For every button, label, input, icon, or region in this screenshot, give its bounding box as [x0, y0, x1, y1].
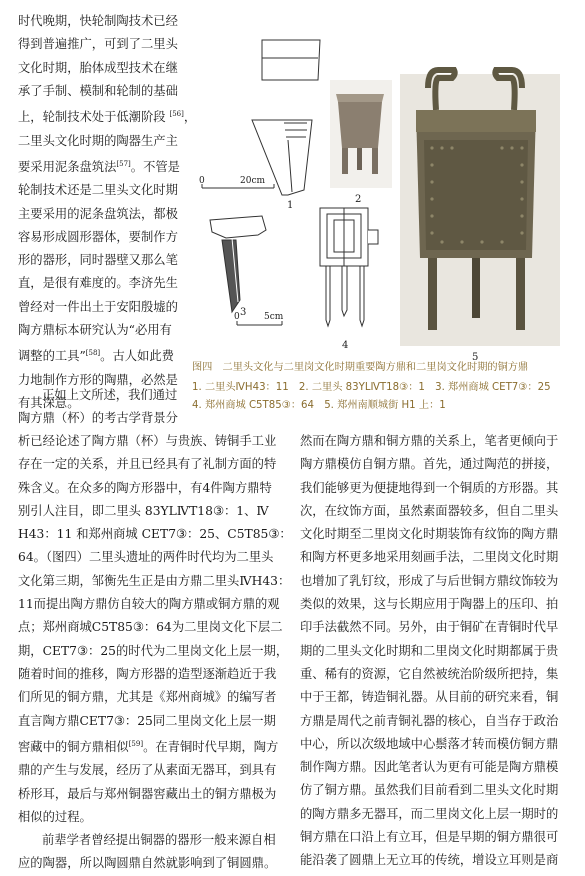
fig-number-3: 3 — [240, 307, 247, 318]
text-line: 主要采用的泥条盘筑法，都极 — [18, 206, 178, 221]
text-line: 应的陶器，所以陶圆鼎自然就影响到了铜圆鼎。 — [18, 856, 277, 871]
text-fragment: 。古人如此费 — [100, 349, 174, 364]
text-line: 我们能够更为便捷地得到一个铜质的方形器。其 — [300, 480, 559, 495]
text-line: 文化第三期，邹衡先生正是由方鼎二里头ⅣH43： — [18, 573, 291, 588]
figure-caption-line-2: 4. 郑州商城 C5T85③：64 5. 郑州南顺城街 H1 上：1 — [192, 400, 446, 411]
text-line: 桥形耳，最后与郑州铜器窖藏出土的铜方鼎极为 — [18, 786, 277, 801]
text-line: 直言陶方鼎CET7③：25同二里岗文化上层一期 — [18, 713, 276, 728]
scale-label-1: 20cm — [240, 176, 266, 186]
text-line: 的陶方鼎多无器耳，而二里岗文化上层一期时的 — [300, 806, 559, 821]
text-line — [18, 733, 280, 759]
text-line: 得到普遍推广，可到了二里头 — [18, 37, 178, 52]
text-line: 文化时期，胎体成型技术在继 — [18, 60, 178, 75]
text-line: 方鼎是周代之前青铜礼器的核心，自当存于政治 — [300, 713, 559, 728]
text-line: 正如上文所述，我们通过 — [42, 388, 178, 402]
text-fragment: 调整的工具” — [18, 349, 86, 364]
figure-caption-title: 图四 二里头文化与二里岗文化时期重要陶方鼎和二里岗文化时期的铜方鼎 — [192, 362, 529, 373]
text-line: 期的二里头文化时期和二里岗文化时期都属于贵 — [300, 643, 559, 658]
text-line: 重、稀有的资源，它自然被统治阶级所把持，集 — [300, 666, 559, 681]
text-line: 二里头文化时期的陶器生产主 — [18, 133, 178, 148]
text-line: 文化时期至二里岗文化时期装饰有纹饰的陶方鼎 — [300, 527, 559, 542]
photo-5-bronze-ding — [400, 70, 560, 346]
reference-mark: [58] — [85, 349, 101, 358]
text-line: 析已经论述了陶方鼎（杯）与贵族、铸铜手工业 — [18, 434, 277, 448]
text-line: 点；郑州商城C5T85③：64为二里岗文化下层二 — [18, 620, 283, 635]
left-column-mid-paragraph — [18, 384, 180, 431]
text-fragment: 。不管是 — [130, 159, 180, 174]
text-line: 们所见的铜方鼎，尤其是《郑州商城》的编写者 — [18, 690, 277, 705]
text-line: 中心，所以次级地域中心鬃落才转而模仿铜方鼎 — [300, 736, 559, 751]
figure-drawings — [192, 30, 568, 363]
text-line: 有其深意。 — [18, 396, 80, 411]
text-line: 陶方鼎模仿自铜方鼎。首先，通过陶范的拼接， — [300, 457, 559, 472]
fig-number-4: 4 — [342, 340, 349, 351]
text-line: 直，是很有难度的。李济先生 — [18, 276, 178, 291]
text-line: 曾经对一件出土于安阳殷墟的 — [18, 299, 178, 314]
text-line: 也增加了乳钉纹，形成了与后世铜方鼎纹饰较为 — [300, 573, 559, 588]
figure-4 — [192, 30, 568, 363]
text-fragment: 窖藏中的铜方鼎相似 — [18, 739, 129, 754]
figure-caption-line-1: 1. 二里头ⅣH43：11 2. 二里头 83YLⅣT18③：1 3. 郑州商城 CET7③：25 — [192, 382, 551, 393]
text-line: 时代晚期，快轮制陶技术已经 — [18, 14, 178, 28]
reference-mark: [57] — [116, 159, 131, 168]
text-line: 然而在陶方鼎和铜方鼎的关系上，笔者更倾向于 — [300, 434, 559, 448]
text-line: 次，在纹饰方面，虽然素面器较多，但自二里头 — [300, 503, 559, 518]
text-line: 铜方鼎在口沿上有立耳，但是早期的铜方鼎很可 — [300, 830, 559, 845]
line-drawing-3 — [210, 216, 266, 312]
text-line: 容易形成圆形器体，要制作方 — [18, 229, 178, 244]
text-line: 形的器形，同时器壁又那么笔 — [18, 253, 178, 268]
left-column-top-paragraph — [18, 10, 197, 415]
text-line: 制作陶方鼎。因此笔者认为更有可能是陶方鼎模 — [300, 760, 559, 775]
fig-number-5: 5 — [472, 352, 479, 363]
text-line: 中于王都，铸造铜礼器。从目前的研究来看，铜 — [300, 690, 559, 705]
text-line — [18, 342, 180, 368]
text-line: 64。（图四）二里头遗址的两件时代均为二里头 — [18, 550, 274, 565]
text-line: 前辈学者曾经提出铜器的器形一般来源自相 — [42, 833, 276, 848]
scale-zero-2: 0 — [234, 312, 240, 322]
left-column-bottom-paragraph — [18, 430, 292, 876]
reference-mark: [59] — [128, 739, 144, 748]
text-line: 相似的过程。 — [18, 809, 92, 824]
text-line: 别引人注目，即二里头 83YLⅣT18③：1、Ⅳ — [18, 503, 269, 518]
fig-number-2: 2 — [355, 194, 362, 205]
text-line: 力地制作方形的陶鼎，必然是 — [18, 372, 178, 387]
photo-2 — [330, 80, 392, 188]
text-fragment: 要采用泥条盘筑法 — [18, 159, 117, 174]
text-line: 殊含义。在众多的陶方形器中，有4件陶方鼎特 — [18, 480, 272, 495]
text-line: 11而提出陶方鼎仿自较大的陶方鼎或铜方鼎的观 — [18, 597, 280, 612]
text-line: 印手法截然不同。另外，由于铜矿在青铜时代早 — [300, 620, 559, 635]
text-line: 轮制技术还是二里头文化时期 — [18, 183, 178, 198]
fig-number-1: 1 — [287, 200, 294, 211]
text-line: 存在一定的关系，并且已经具有了礼制方面的特 — [18, 457, 277, 472]
text-line: 陶方鼎（杯）的考古学背景分 — [18, 411, 178, 426]
text-line: 期，CET7③：25的时代为二里岗文化上层一期， — [18, 643, 289, 658]
text-line: H43：11 和郑州商城 CET7③：25、C5T85③： — [18, 527, 292, 542]
text-line: 上，轮制技术处于低潮阶段 [56]， — [18, 110, 197, 125]
scale-zero-1: 0 — [199, 176, 205, 186]
line-drawing-4 — [320, 208, 378, 326]
text-line: 和陶方杯更多地采用刻画手法，二里岗文化时期 — [300, 550, 559, 565]
text-fragment: 上，轮制技术处于低潮阶段 — [18, 110, 166, 125]
text-line: 类似的效果，这与长期应用于陶器上的压印、拍 — [300, 597, 559, 612]
line-drawing-1 — [252, 40, 320, 195]
text-line: 陶方鼎标本研究认为“必用有 — [18, 323, 172, 338]
right-column-paragraph — [300, 430, 562, 873]
reference-mark: [56] — [169, 110, 184, 119]
text-line: 承了手制、模制和轮制的基础 — [18, 83, 178, 98]
scale-label-2: 5cm — [264, 312, 284, 322]
text-line: 随着时间的推移，陶方形器的造型逐渐趋近于我 — [18, 666, 277, 681]
text-line: 能沿袭了圆鼎上无立耳的传统，增设立耳则是商 — [300, 853, 559, 868]
text-line: 仿了铜方鼎。虽然我们目前看到二里头文化时期 — [300, 783, 559, 798]
text-line — [18, 153, 180, 179]
text-line: 鼎的产生与发展，经历了从素面无器耳，到具有 — [18, 763, 277, 778]
text-fragment: 。在青铜时代早期，陶方 — [143, 739, 279, 754]
